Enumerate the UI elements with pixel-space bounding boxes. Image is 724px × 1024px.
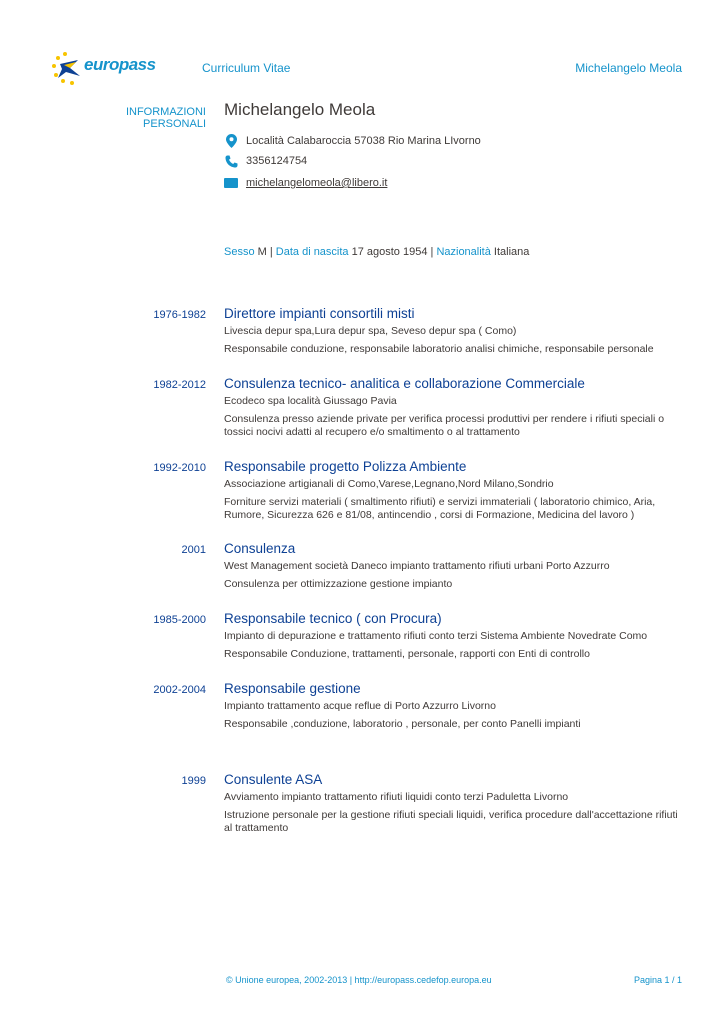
header-name: Michelangelo Meola <box>575 61 682 75</box>
entry-description: Consulenza presso aziende private per verifica processi produttivi per rendere i rifiuti speciali o tossici nocivi adatti al recupero e/o smaltimento o al trattamento <box>224 413 665 438</box>
location-pin-icon <box>224 134 238 148</box>
entry-title: Consulente ASA <box>224 772 323 787</box>
entry-employer: Ecodeco spa località Giussago Pavia <box>224 395 397 407</box>
nationality-label: Nazionalità <box>436 246 491 258</box>
entry-description: Responsabile ,conduzione, laboratorio , personale, per conto Panelli impianti <box>224 718 581 730</box>
phone-row <box>224 154 307 168</box>
entry-employer: Impianto di depurazione e trattamento rifiuti conto terzi Sistema Ambiente Novedrate Como <box>224 630 648 642</box>
sex-label: Sesso <box>224 246 255 258</box>
entry-date: 1992-2010 <box>153 462 206 474</box>
entry-description: Istruzione personale per la gestione rifiuti speciali liquidi, verifica procedure dall'accettazione rifiuti al trattamento <box>224 809 678 834</box>
entry-title: Responsabile gestione <box>224 681 361 696</box>
entry-employer: Livescia depur spa,Lura depur spa, Seveso depur spa ( Como) <box>224 325 517 337</box>
footer-copyright: © Unione europea, 2002-2013 | http://europass.cedefop.europa.eu <box>226 975 492 985</box>
email-row <box>224 176 387 190</box>
entry-employer: Associazione artigianali di Como,Varese,Legnano,Nord Milano,Sondrio <box>224 478 554 490</box>
nationality-value: Italiana <box>493 246 530 258</box>
europass-logo <box>50 50 160 86</box>
entry-employer: Avviamento impianto trattamento rifiuti liquidi conto terzi Paduletta Livorno <box>224 791 569 803</box>
sex-value: M | <box>257 246 273 258</box>
logo-text: europass <box>84 55 156 74</box>
entry-title: Responsabile tecnico ( con Procura) <box>224 611 442 626</box>
entry-date: 2001 <box>181 544 206 556</box>
entry-date: 1985-2000 <box>153 614 206 626</box>
entry-description: Consulenza per ottimizzazione gestione impianto <box>224 578 453 590</box>
email-link[interactable]: michelangelomeola@libero.it <box>246 177 388 189</box>
phone-icon <box>224 154 238 168</box>
address-text: Località Calabaroccia 57038 Rio Marina LIvorno <box>246 135 481 147</box>
entry-date: 1982-2012 <box>153 379 206 391</box>
entry-description: Forniture servizi materiali ( smaltimento rifiuti) e servizi immateriali ( laboratorio chimico, Aria, Rumore, Sicurezza 626 e 81/08, antincendio , corsi di Formazione, Medicina del lavoro ) <box>224 496 656 521</box>
entry-title: Consulenza tecnico- analitica e collaborazione Commerciale <box>224 376 585 391</box>
entry-date: 1999 <box>181 775 206 787</box>
entry-date: 1976-1982 <box>153 309 206 321</box>
birth-value: 17 agosto 1954 | <box>351 246 434 258</box>
entry-description: Responsabile Conduzione, trattamenti, personale, rapporti con Enti di controllo <box>224 648 590 660</box>
personal-info-label: INFORMAZIONI PERSONALI <box>125 106 206 130</box>
entry-employer: Impianto trattamento acque reflue di Porto Azzurro Livorno <box>224 700 496 712</box>
address-row <box>224 134 481 148</box>
email-icon <box>224 176 238 190</box>
personal-details <box>224 246 529 258</box>
footer-page-number: Pagina 1 / 1 <box>633 975 682 985</box>
phone-text: 3356124754 <box>246 155 308 167</box>
entry-description: Responsabile conduzione, responsabile laboratorio analisi chimiche, responsabile personale <box>224 343 654 355</box>
person-name: Michelangelo Meola <box>224 100 376 119</box>
entry-title: Responsabile progetto Polizza Ambiente <box>224 459 467 474</box>
entry-employer: West Management società Daneco impianto trattamento rifiuti urbani Porto Azzurro <box>224 560 610 572</box>
entry-title: Direttore impianti consortili misti <box>224 306 415 321</box>
entry-date: 2002-2004 <box>153 684 206 696</box>
birth-label: Data di nascita <box>275 246 349 258</box>
entry-title: Consulenza <box>224 541 296 556</box>
cv-label: Curriculum Vitae <box>202 61 291 75</box>
